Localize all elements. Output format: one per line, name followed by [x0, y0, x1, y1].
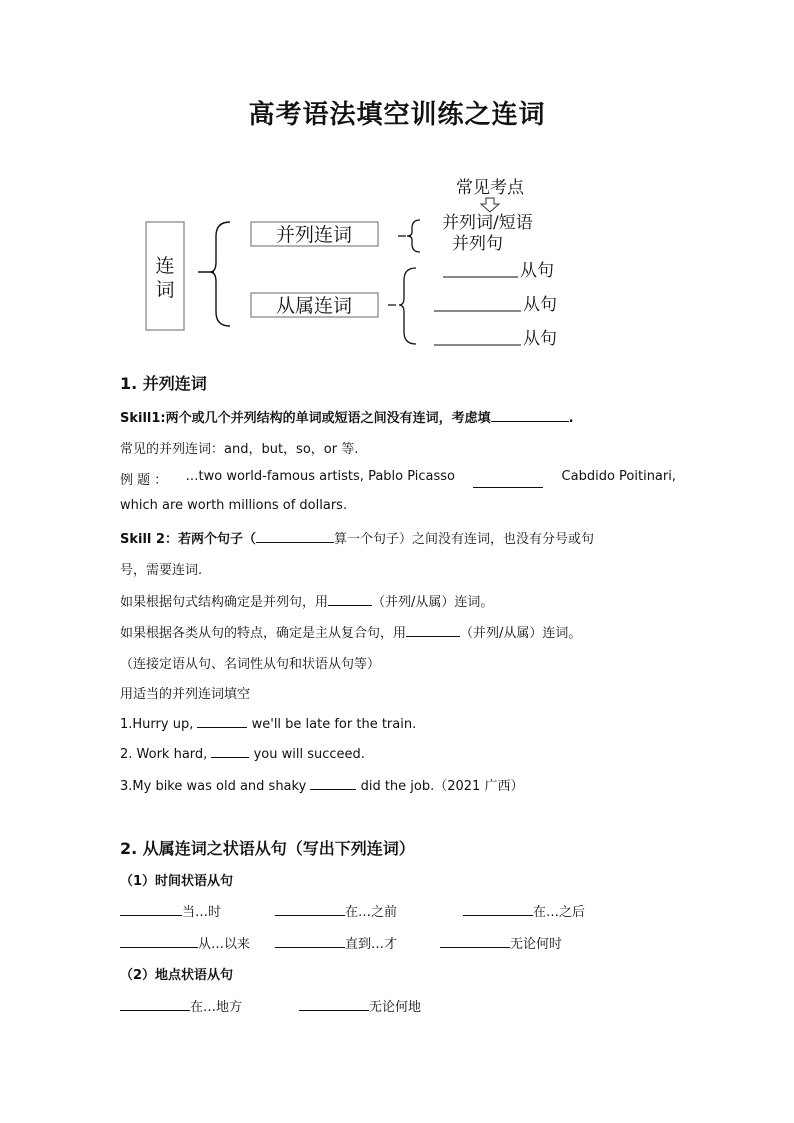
time-item-6: 无论何时 — [510, 937, 563, 952]
root-char-1: 连 — [155, 255, 175, 277]
time-row-2-col1 — [120, 933, 250, 952]
exercise-2-before: 2. Work hard, — [120, 747, 208, 762]
rule2-prefix: 如果根据各类从句的特点，确定是主从复合句，用 — [120, 626, 407, 641]
time-item-4: 从…以来 — [198, 937, 251, 952]
sub-item-3: 从句 — [523, 329, 557, 349]
note-line: （连接定语从句、名词性从句和状语从句等） — [120, 657, 381, 672]
time-blank-6[interactable] — [440, 935, 510, 948]
exercise-3-before: 3.My bike was old and shaky — [120, 779, 307, 794]
rule2-line — [120, 622, 581, 641]
exercise-2 — [120, 745, 365, 762]
exercise-1-after: we'll be late for the train. — [251, 717, 417, 732]
time-item-1: 当…时 — [182, 905, 222, 920]
rule2-suffix: （并列/从属）连词。 — [460, 626, 582, 641]
place-row-col2 — [299, 996, 421, 1015]
coord-item-2: 并列句 — [452, 234, 503, 254]
section1-heading: 1. 并列连词 — [120, 374, 207, 393]
down-arrow-icon — [481, 198, 499, 212]
coord-item-1: 并列词/短语 — [442, 213, 533, 233]
skill2-line-2: 号，需要连词. — [120, 563, 203, 578]
sub-item-1: 从句 — [520, 261, 554, 281]
skill2-line — [120, 528, 594, 547]
time-clause-heading: （1）时间状语从句 — [120, 874, 234, 889]
time-row-2-col3 — [440, 933, 562, 952]
example-blank[interactable] — [473, 475, 543, 488]
rule1-prefix: 如果根据句式结构确定是并列句，用 — [120, 595, 329, 610]
exercise-title: 用适当的并列连词填空 — [120, 687, 251, 702]
time-blank-5[interactable] — [275, 935, 345, 948]
example-text-1: …two world-famous artists, Pablo Picasso — [185, 469, 456, 484]
time-row-1-col3 — [463, 901, 585, 920]
top-note: 常见考点 — [456, 178, 524, 198]
skill2-prefix: Skill 2：若两个句子（ — [120, 532, 256, 547]
coord-brace — [398, 220, 420, 252]
time-blank-4[interactable] — [120, 935, 198, 948]
main-brace — [198, 222, 230, 326]
rule1-blank[interactable] — [328, 593, 372, 606]
exercise-1-blank[interactable] — [197, 715, 247, 728]
example-prefix: 例 题 ： — [120, 473, 168, 488]
sub-item-2: 从句 — [523, 295, 557, 315]
section2-heading: 2. 从属连词之状语从句（写出下列连词） — [120, 839, 415, 858]
place-item-2: 无论何地 — [369, 1000, 422, 1015]
time-row-1-col1 — [120, 901, 221, 920]
sub-label: 从属连词 — [275, 295, 353, 317]
exercise-1-before: 1.Hurry up, — [120, 717, 194, 732]
sub-brace — [388, 268, 416, 344]
coord-label: 并列连词 — [275, 224, 353, 246]
time-row-1-col2 — [275, 901, 397, 920]
exercise-1 — [120, 715, 416, 732]
time-item-3: 在…之后 — [533, 905, 586, 920]
place-item-1: 在…地方 — [190, 1000, 243, 1015]
exercise-3-blank[interactable] — [310, 777, 356, 790]
place-blank-1[interactable] — [120, 998, 190, 1011]
time-item-5: 直到…才 — [345, 937, 398, 952]
exercise-3-after: did the job.（2021 广西） — [360, 779, 524, 794]
time-row-2-col2 — [275, 933, 397, 952]
example-line-2: which are worth millions of dollars. — [120, 498, 348, 513]
skill2-suffix: 算一个句子）之间没有连词，也没有分号或句 — [333, 532, 594, 547]
rule2-blank[interactable] — [406, 624, 460, 637]
skill1-text: Skill1:两个或几个并列结构的单词或短语之间没有连词，考虑填 — [120, 411, 491, 426]
time-blank-1[interactable] — [120, 903, 182, 916]
rule1-line — [120, 591, 493, 610]
exercise-2-blank[interactable] — [211, 745, 249, 758]
page-title: 高考语法填空训练之连词 — [248, 100, 546, 130]
place-clause-heading: （2）地点状语从句 — [120, 968, 234, 983]
conjunction-diagram — [0, 0, 794, 360]
skill1-line: Skill1:两个或几个并列结构的单词或短语之间没有连词，考虑填 . — [120, 411, 574, 426]
common-conjunctions: 常见的并列连词：and，but，so，or 等. — [120, 442, 359, 457]
time-blank-2[interactable] — [275, 903, 345, 916]
example-text-2: Cabdido Poitinari, — [561, 469, 676, 484]
time-blank-3[interactable] — [463, 903, 533, 916]
exercise-2-after: you will succeed. — [253, 747, 365, 762]
place-row-col1 — [120, 996, 242, 1015]
rule1-suffix: （并列/从属）连词。 — [372, 595, 494, 610]
place-blank-2[interactable] — [299, 998, 369, 1011]
example-line — [120, 469, 676, 488]
time-item-2: 在…之前 — [345, 905, 398, 920]
skill1-blank[interactable] — [491, 409, 569, 422]
root-char-2: 词 — [155, 279, 175, 301]
skill2-blank[interactable] — [256, 530, 334, 543]
exercise-3 — [120, 775, 523, 794]
